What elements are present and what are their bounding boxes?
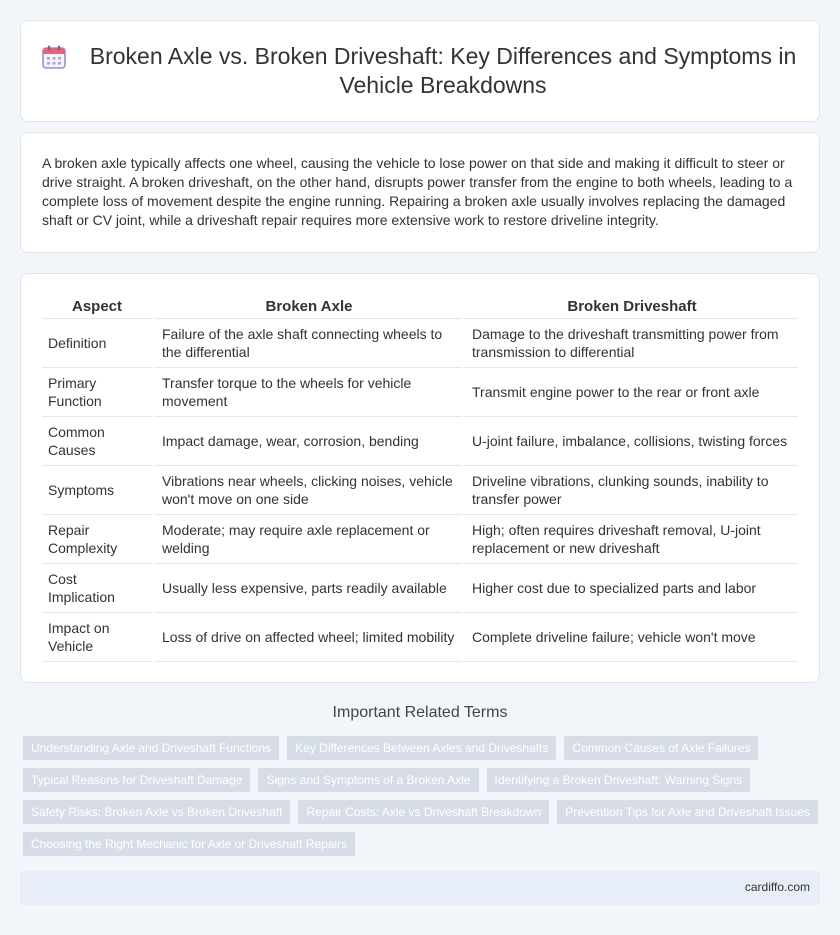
footer [20, 871, 820, 905]
column-header: Broken Axle [152, 295, 462, 319]
summary-text: A broken axle typically affects one wheel, causing the vehicle to lose power on that side and making it difficult to steer or drive straight. A broken driveshaft, on the other hand, disrupts power transfer from the engine to both wheels, leading to a complete loss of movement despite the engine running. Repairing a broken axle usually involves replacing the damaged shaft or CV joint, while a driveshaft repair requires more extensive work to restore driveline integrity. [42, 155, 793, 228]
table-row [42, 613, 798, 662]
related-terms-list [23, 736, 823, 856]
axle-cell: Moderate; may require axle replacement or welding [152, 515, 462, 564]
related-term-tag[interactable]: Identifying a Broken Driveshaft: Warning Signs [487, 768, 751, 792]
related-terms-heading: Important Related Terms [332, 704, 508, 721]
related-term-tag[interactable]: Repair Costs: Axle vs Driveshaft Breakdown [298, 800, 549, 824]
table-row [42, 466, 798, 515]
table-row [42, 515, 798, 564]
related-term-tag[interactable]: Safety Risks: Broken Axle vs Broken Driveshaft [23, 800, 290, 824]
related-term-tag[interactable]: Typical Reasons for Driveshaft Damage [23, 768, 250, 792]
table-row [42, 319, 798, 368]
footer-site-link[interactable]: cardiffo.com [744, 880, 810, 894]
summary-card [20, 132, 820, 253]
axle-cell: Vibrations near wheels, clicking noises, vehicle won't move on one side [152, 466, 462, 515]
aspect-cell: Common Causes [42, 417, 152, 466]
related-term-tag[interactable]: Understanding Axle and Driveshaft Functions [23, 736, 279, 760]
related-term-tag[interactable]: Common Causes of Axle Failures [564, 736, 758, 760]
aspect-cell: Symptoms [42, 466, 152, 515]
aspect-cell: Primary Function [42, 368, 152, 417]
driveshaft-cell: U-joint failure, imbalance, collisions, twisting forces [462, 417, 798, 466]
calendar-icon [41, 44, 67, 70]
table-row [42, 417, 798, 466]
driveshaft-cell: Driveline vibrations, clunking sounds, inability to transfer power [462, 466, 798, 515]
comparison-table [42, 295, 798, 662]
axle-cell: Loss of drive on affected wheel; limited mobility [152, 613, 462, 662]
aspect-cell: Impact on Vehicle [42, 613, 152, 662]
header-card [20, 20, 820, 122]
driveshaft-cell: High; often requires driveshaft removal, U-joint replacement or new driveshaft [462, 515, 798, 564]
column-header: Broken Driveshaft [462, 295, 798, 319]
page-title: Broken Axle vs. Broken Driveshaft: Key Differences and Symptoms in Vehicle Breakdowns [89, 43, 797, 98]
axle-cell: Failure of the axle shaft connecting wheels to the differential [152, 319, 462, 368]
aspect-cell: Cost Implication [42, 564, 152, 613]
related-term-tag[interactable]: Prevention Tips for Axle and Driveshaft Issues [557, 800, 818, 824]
related-term-tag[interactable]: Key Differences Between Axles and Driveshafts [287, 736, 556, 760]
aspect-cell: Definition [42, 319, 152, 368]
driveshaft-cell: Higher cost due to specialized parts and labor [462, 564, 798, 613]
driveshaft-cell: Complete driveline failure; vehicle won't move [462, 613, 798, 662]
axle-cell: Impact damage, wear, corrosion, bending [152, 417, 462, 466]
aspect-cell: Repair Complexity [42, 515, 152, 564]
related-term-tag[interactable]: Choosing the Right Mechanic for Axle or Driveshaft Repairs [23, 832, 355, 856]
axle-cell: Usually less expensive, parts readily available [152, 564, 462, 613]
axle-cell: Transfer torque to the wheels for vehicle movement [152, 368, 462, 417]
table-row [42, 564, 798, 613]
comparison-table-card [20, 273, 820, 683]
driveshaft-cell: Transmit engine power to the rear or front axle [462, 368, 798, 417]
table-header-row [42, 295, 798, 319]
column-header: Aspect [42, 295, 152, 319]
related-term-tag[interactable]: Signs and Symptoms of a Broken Axle [258, 768, 478, 792]
driveshaft-cell: Damage to the driveshaft transmitting power from transmission to differential [462, 319, 798, 368]
table-row [42, 368, 798, 417]
